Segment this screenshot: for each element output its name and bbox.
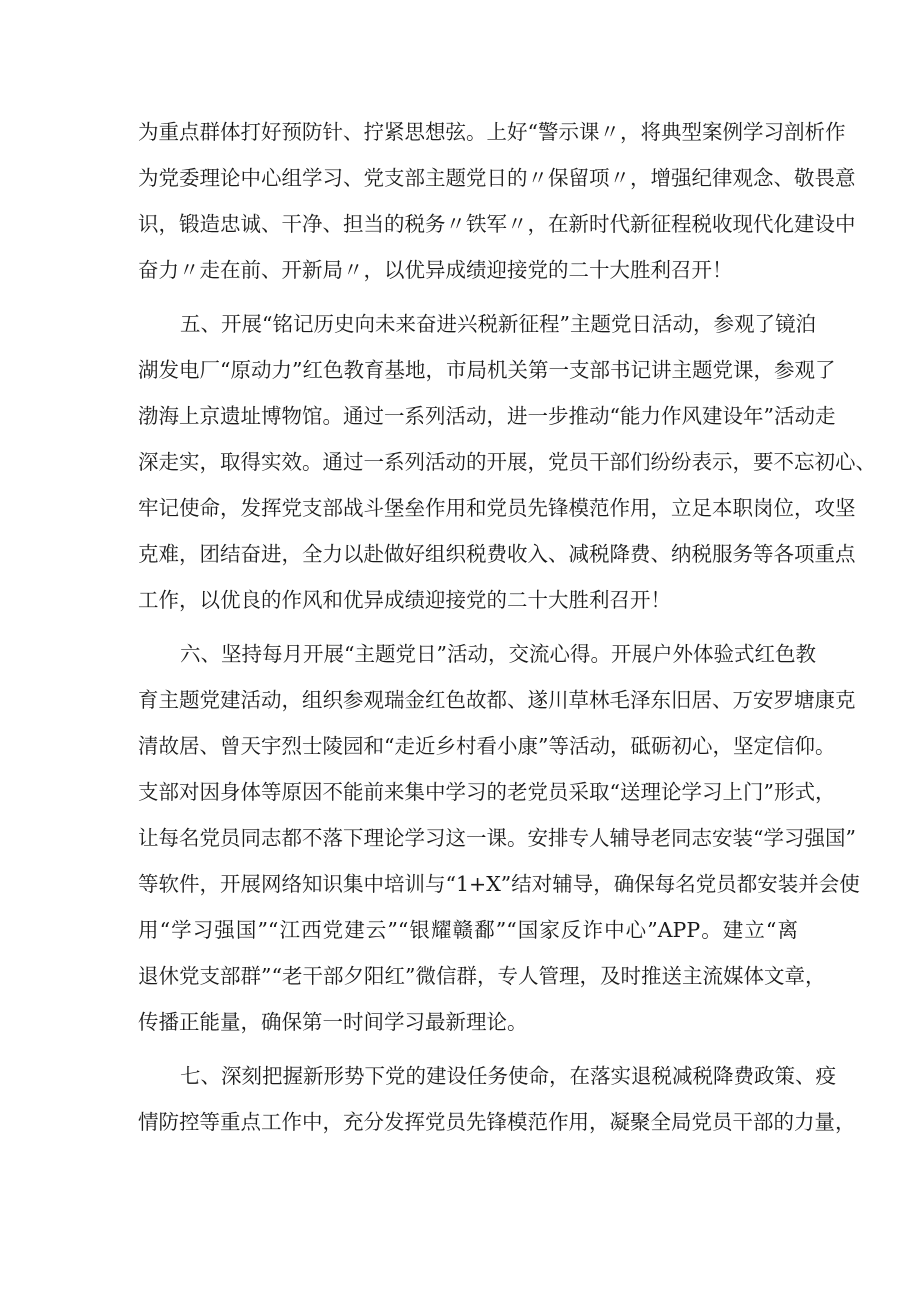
text-line: 等软件，开展网络知识集中培训与“1+X”结对辅导，确保每名党员都安装并会使 [138,872,860,896]
text-line: 育主题党建活动，组织参观瑞金红色故都、遂川草林毛泽东旧居、万安罗塘康克 [138,688,856,712]
text-line: 识，锻造忠诚、干净、担当的税务〃铁军〃，在新时代新征程税收现代化建设中 [138,212,856,236]
text-line: 为党委理论中心组学习、党支部主题党日的〃保留项〃，增强纪律观念、敬畏意 [138,166,856,190]
text-line: 渤海上京遗址博物馆。通过一系列活动，进一步推动“能力作风建设年”活动走 [138,404,836,428]
text-line: 牢记使命，发挥党支部战斗堡垒作用和党员先锋模范作用，立足本职岗位，攻坚 [138,496,856,520]
text-line: 支部对因身体等原因不能前来集中学习的老党员采取“送理论学习上门”形式， [138,780,836,804]
paragraph-seven-first-line: 七、深刻把握新形势下党的建设任务使命，在落实退税减税降费政策、疫 [180,1064,836,1088]
text-line: 情防控等重点工作中，充分发挥党员先锋模范作用，凝聚全局党员干部的力量， [138,1110,856,1134]
text-line: 深走实，取得实效。通过一系列活动的开展，党员干部们纷纷表示，要不忘初心、 [138,450,876,474]
text-line: 工作，以优良的作风和优异成绩迎接党的二十大胜利召开！ [138,588,671,612]
text-line: 用“学习强国”“江西党建云”“银耀赣鄱”“国家反诈中心”APP。建立“离 [138,918,798,942]
text-line: 传播正能量，确保第一时间学习最新理论。 [138,1010,528,1034]
paragraph-six-first-line: 六、坚持每月开展“主题党日”活动，交流心得。开展户外体验式红色教 [180,642,816,666]
text-line: 湖发电厂“原动力”红色教育基地，市局机关第一支部书记讲主题党课，参观了 [138,358,836,382]
text-line: 退休党支部群”“老干部夕阳红”微信群，专人管理，及时推送主流媒体文章， [138,964,826,988]
text-line: 清故居、曾天宇烈士陵园和“走近乡村看小康”等活动，砥砺初心，坚定信仰。 [138,734,836,758]
paragraph-five-first-line: 五、开展“铭记历史向未来奋进兴税新征程”主题党日活动，参观了镜泊 [180,312,816,336]
text-line: 克难，团结奋进，全力以赴做好组织税费收入、减税降费、纳税服务等各项重点 [138,542,856,566]
text-line: 奋力〃走在前、开新局〃，以优异成绩迎接党的二十大胜利召开！ [138,258,733,282]
text-line: 让每名党员同志都不落下理论学习这一课。安排专人辅导老同志安装“学习强国” [138,826,856,850]
text-line: 为重点群体打好预防针、拧紧思想弦。上好“警示课〃，将典型案例学习剖析作 [138,120,846,144]
